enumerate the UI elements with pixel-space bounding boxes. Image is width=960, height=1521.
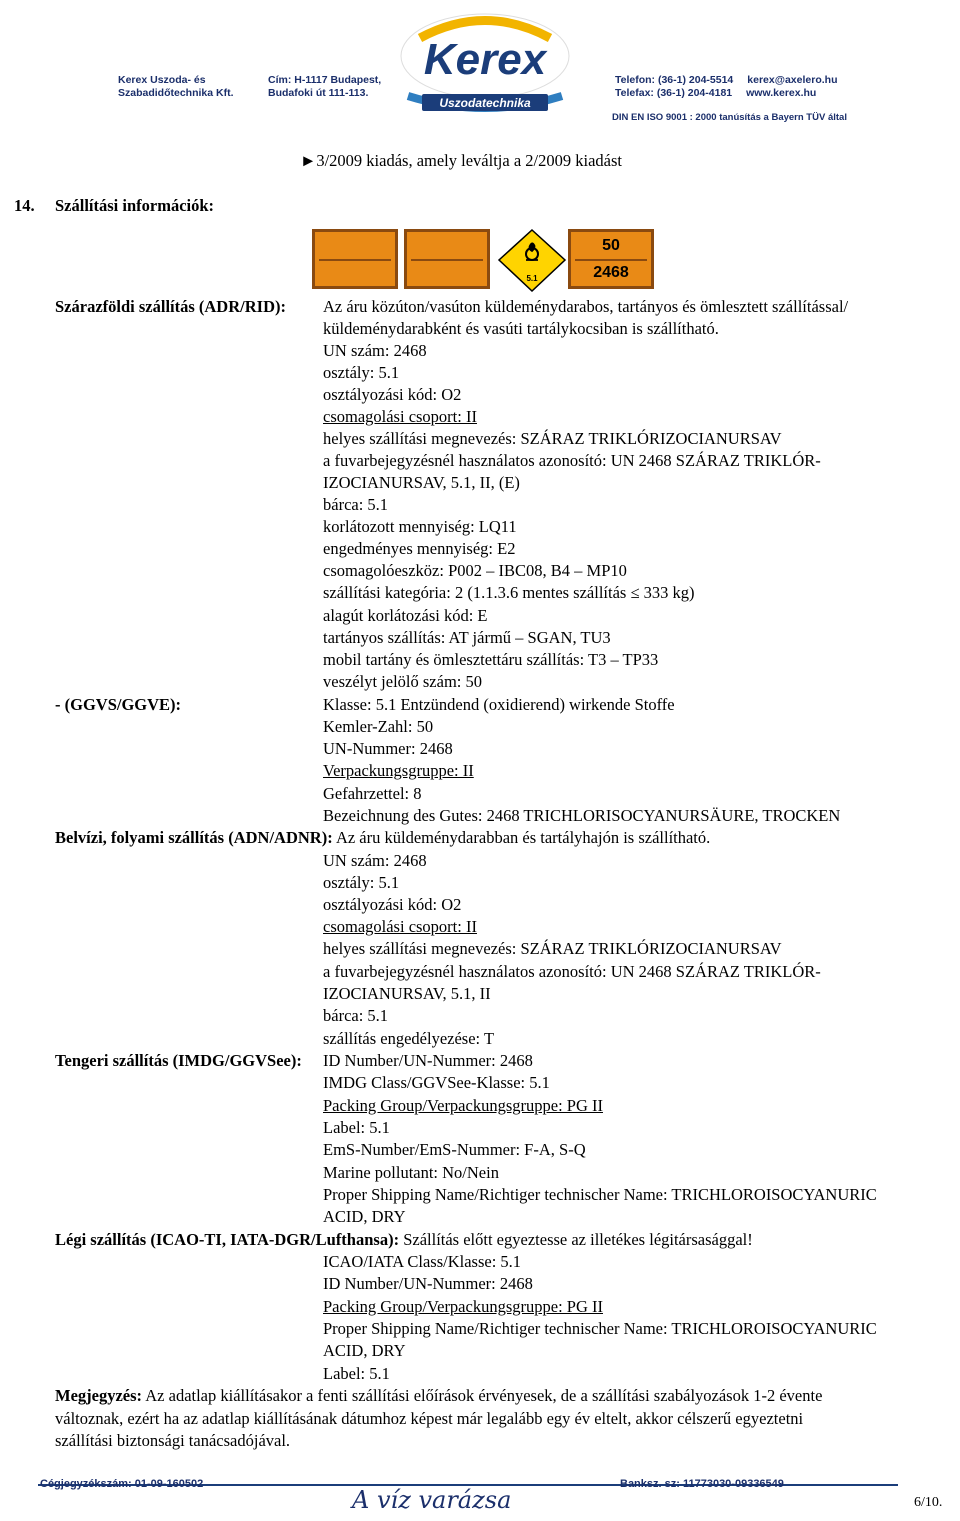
revision-line [300, 150, 622, 172]
logo-text: Kerex [423, 35, 547, 84]
adn-line: csomagolási csoport: II [323, 917, 477, 936]
adn-label: Belvízi, folyami szállítás (ADN/ADNR): [55, 828, 333, 847]
imdg-line: ID Number/UN-Nummer: 2468 [323, 1051, 533, 1070]
imdg-line: IMDG Class/GGVSee-Klasse: 5.1 [323, 1073, 550, 1092]
adr-line: alagút korlátozási kód: E [323, 606, 488, 625]
adr-line: veszélyt jelölő szám: 50 [323, 672, 482, 691]
adr-line: csomagolási csoport: II [323, 407, 477, 426]
ggvs-line: Klasse: 5.1 Entzündend (oxidierend) wirkende Stoffe [323, 695, 675, 714]
company-line: Szabadidőtechnika Kft. [118, 87, 234, 99]
adr-line: osztályozási kód: O2 [323, 385, 462, 404]
orange-plate-blank [404, 229, 490, 289]
section-title: Szállítási információk: [55, 196, 215, 215]
imdg-line: EmS-Number/EmS-Nummer: F-A, S-Q [323, 1140, 586, 1159]
certification-text: DIN EN ISO 9001 : 2000 tanúsítás a Bayern TÜV által [612, 112, 847, 123]
arrow-right-icon: ► [300, 151, 317, 170]
hazard-class-label: 5.1 [526, 274, 538, 283]
adn-line: IZOCIANURSAV, 5.1, II [323, 984, 491, 1003]
adr-line: engedményes mennyiség: E2 [323, 539, 516, 558]
adr-line: mobil tartány és ömlesztettáru szállítás: T3 – TP33 [323, 650, 659, 669]
adn-line: Az áru küldeménydarabban és tartályhajón is szállítható. [335, 828, 711, 847]
adr-line: csomagolóeszköz: P002 – IBC08, B4 – MP10 [323, 561, 627, 580]
adn-line: osztály: 5.1 [323, 873, 400, 892]
fax-line: Telefax: (36-1) 204-4181 [615, 87, 733, 99]
adr-line: bárca: 5.1 [323, 495, 389, 514]
un-number: 2468 [593, 264, 629, 281]
adn-line: osztályozási kód: O2 [323, 895, 462, 914]
email-line: kerex@axelero.hu [747, 74, 838, 86]
ggvs-line: Verpackungsgruppe: II [323, 761, 474, 780]
hazard-number: 50 [602, 237, 620, 254]
phone-line: Telefon: (36-1) 204-5514 [615, 74, 734, 86]
adn-row [55, 827, 710, 849]
adr-line: korlátozott mennyiség: LQ11 [323, 517, 517, 536]
ggvs-line: Kemler-Zahl: 50 [323, 717, 434, 736]
icao-line: Packing Group/Verpackungsgruppe: PG II [323, 1297, 603, 1316]
imdg-line: Marine pollutant: No/Nein [323, 1163, 499, 1182]
adn-line: bárca: 5.1 [323, 1006, 389, 1025]
web-line: www.kerex.hu [746, 87, 817, 99]
icao-line: ACID, DRY [323, 1341, 406, 1360]
ggvs-line: Gefahrzettel: 8 [323, 784, 422, 803]
orange-plate-numbered [568, 229, 654, 289]
imdg-line: Label: 5.1 [323, 1118, 390, 1137]
icao-line: Szállítás előtt egyeztesse az illetékes légitársasággal! [403, 1230, 753, 1249]
adr-line: IZOCIANURSAV, 5.1, II, (E) [323, 473, 520, 492]
note-label: Megjegyzés: [55, 1386, 143, 1405]
revision-text: 3/2009 kiadás, amely leváltja a 2/2009 kiadást [316, 151, 622, 170]
ggvs-line: Bezeichnung des Gutes: 2468 TRICHLORISOCYANURSÄURE, TROCKEN [323, 806, 841, 825]
oxidizer-hazard-diamond-icon [497, 229, 567, 292]
orange-plate-blank [312, 229, 398, 289]
icao-line: ID Number/UN-Nummer: 2468 [323, 1274, 533, 1293]
icao-line: Proper Shipping Name/Richtiger technischer Name: TRICHLOROISOCYANURIC [323, 1319, 877, 1338]
company-logo [380, 8, 590, 120]
address-line: Budafoki út 111-113. [268, 87, 369, 99]
icao-line: ICAO/IATA Class/Klasse: 5.1 [323, 1252, 522, 1271]
imdg-line: ACID, DRY [323, 1207, 406, 1226]
footer-bank: Banksz. sz: 11773030-09336549 [620, 1478, 784, 1490]
adr-line: küldeménydarabként és vasúti tartálykocsiban is szállítható. [323, 319, 719, 338]
company-line: Kerex Uszoda- és [118, 74, 206, 86]
adn-line: szállítás engedélyezése: T [323, 1029, 495, 1048]
imdg-line: Packing Group/Verpackungsgruppe: PG II [323, 1096, 603, 1115]
note-row [55, 1385, 822, 1407]
header-company [118, 74, 234, 100]
adr-line: Az áru közúton/vasúton küldeménydarabos, tartányos és ömlesztett szállítással/ [323, 297, 849, 316]
adr-line: szállítási kategória: 2 (1.1.3.6 mentes szállítás ≤ 333 kg) [323, 583, 695, 602]
adr-line: helyes szállítási megnevezés: SZÁRAZ TRIKLÓRIZOCIANURSAV [323, 429, 782, 448]
adn-line: a fuvarbejegyzésnél használatos azonosító: UN 2468 SZÁRAZ TRIKLÓR- [323, 962, 821, 981]
note-line: Az adatlap kiállításakor a fenti szállítási előírások érvényesek, de a szállítási szabályozások 1-2 évente [145, 1386, 823, 1405]
adr-line: osztály: 5.1 [323, 363, 400, 382]
adn-line: helyes szállítási megnevezés: SZÁRAZ TRIKLÓRIZOCIANURSAV [323, 939, 782, 958]
imdg-line: Proper Shipping Name/Richtiger technischer Name: TRICHLOROISOCYANURIC [323, 1185, 877, 1204]
footer-registry: Cégjegyzékszám: 01-09-160502 [40, 1478, 204, 1490]
icao-line: Label: 5.1 [323, 1364, 390, 1383]
adn-line: UN szám: 2468 [323, 851, 427, 870]
adr-line: UN szám: 2468 [323, 341, 427, 360]
section-number: 14. [14, 196, 35, 215]
ggvs-line: UN-Nummer: 2468 [323, 739, 453, 758]
imdg-label: Tengeri szállítás (IMDG/GGVSee): [55, 1051, 302, 1070]
ggvs-label: - (GGVS/GGVE): [55, 695, 182, 714]
header-contacts [615, 74, 838, 100]
icao-row [55, 1229, 753, 1251]
address-line: Cím: H-1117 Budapest, [268, 74, 382, 86]
page-number: 6/10. [914, 1495, 943, 1510]
note-line: változnak, ezért ha az adatlap kiállításának dátumhoz képest már legalább egy év eltelt, akkor célszerű egyeztetni [55, 1409, 804, 1428]
footer-motto: A víz varázsa [352, 1486, 512, 1514]
note-line: szállítási biztonsági tanácsadójával. [55, 1431, 291, 1450]
icao-label: Légi szállítás (ICAO-TI, IATA-DGR/Lufthansa): [55, 1230, 400, 1249]
logo-subtitle: Uszodatechnika [439, 96, 531, 110]
adr-label: Szárazföldi szállítás (ADR/RID): [55, 297, 286, 316]
adr-line: tartányos szállítás: AT jármű – SGAN, TU3 [323, 628, 611, 647]
adr-line: a fuvarbejegyzésnél használatos azonosító: UN 2468 SZÁRAZ TRIKLÓR- [323, 451, 821, 470]
header-address [268, 74, 381, 100]
